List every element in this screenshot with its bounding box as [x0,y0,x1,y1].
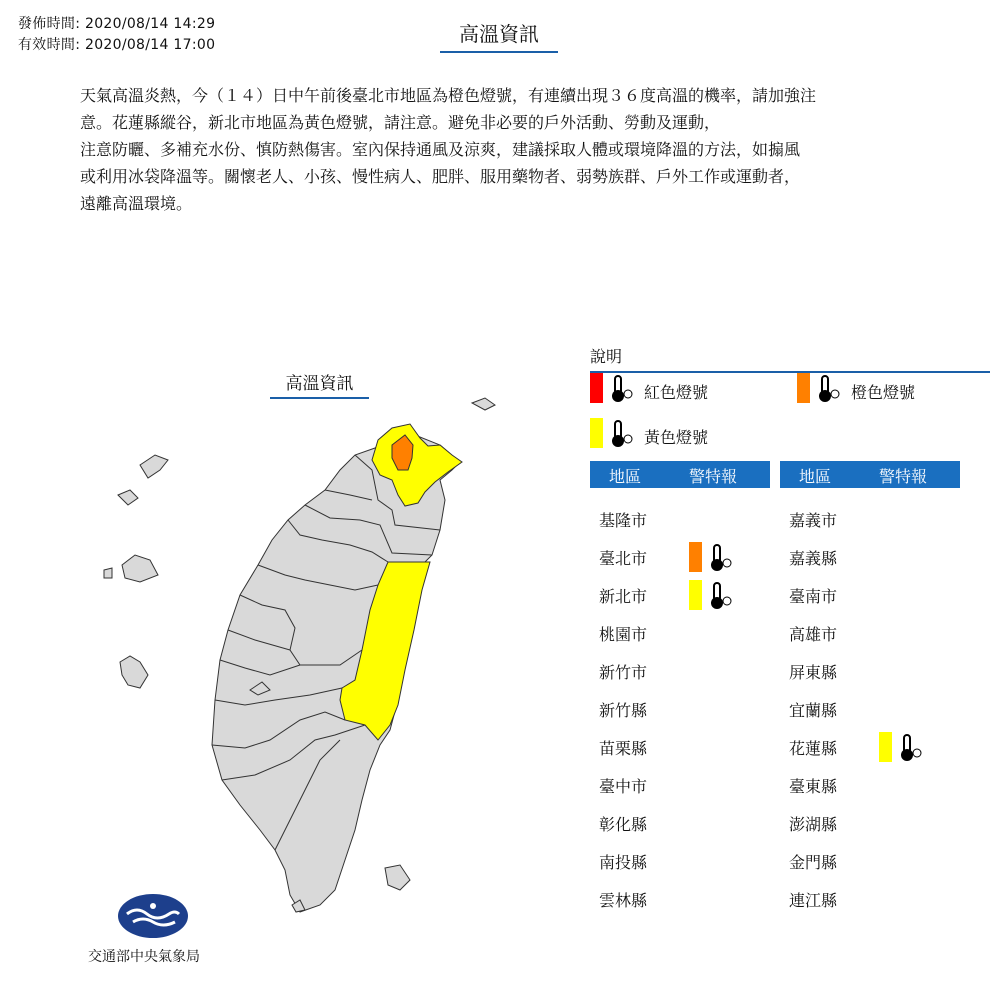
county-name: 屏東縣 [789,663,838,682]
thermometer-icon [708,581,734,615]
county-name: 新竹縣 [599,701,648,720]
map-title: 高溫資訊 [270,369,369,399]
county-name: 桃園市 [599,625,648,644]
county-name: 臺南市 [789,587,838,606]
thermometer-icon [708,543,734,577]
county-name: 新竹市 [599,663,648,682]
message-line: 注意防曬、多補充水份、慎防熱傷害。室內保持通風及涼爽，建議採取人體或環境降溫的方法，如搧風 [80,140,801,159]
county-name: 彰化縣 [599,815,648,834]
message-line: 天氣高溫炎熱，今（１４）日中午前後臺北市地區為橙色燈號，有連續出現３６度高溫的機率，請加強注 [80,86,817,105]
thermometer-icon [609,419,635,449]
map-island [122,555,158,582]
county-name: 臺中市 [599,777,648,796]
map-island [385,865,410,890]
map-land [212,435,460,912]
cwb-logo-icon [117,892,189,940]
county-name: 新北市 [599,587,648,606]
county-name: 連江縣 [789,891,838,910]
orange-swatch [797,373,810,403]
county-name: 苗栗縣 [599,739,648,758]
legend-yellow-label: 黃色燈號 [644,428,709,447]
county-name: 南投縣 [599,853,648,872]
county-name: 基隆市 [599,511,648,530]
yellow-swatch [689,580,702,610]
legend-red-label: 紅色燈號 [644,383,709,402]
map-island [104,568,112,578]
county-name: 花蓮縣 [789,739,838,758]
col-warning: 警特報 [879,467,928,486]
valid-label: 有效時間: [18,37,81,53]
thermometer-icon [898,733,924,767]
county-name: 雲林縣 [599,891,648,910]
yellow-swatch [590,418,603,448]
county-name: 臺北市 [599,549,648,568]
red-swatch [590,373,603,403]
issue-label: 發佈時間: [18,16,81,32]
county-name: 澎湖縣 [789,815,838,834]
valid-time: 2020/08/14 17:00 [84,37,216,53]
message-line: 或利用冰袋降溫等。關懷老人、小孩、慢性病人、肥胖、服用藥物者、弱勢族群、戶外工作或運動者， [80,167,801,186]
map-island [140,455,168,478]
map-island [472,398,495,410]
issue-time: 2020/08/14 14:29 [84,16,216,32]
county-name: 嘉義市 [789,511,838,530]
county-name: 宜蘭縣 [789,701,838,720]
county-name: 臺東縣 [789,777,838,796]
county-name: 高雄市 [789,625,838,644]
table-header-right [780,461,960,488]
thermometer-icon [816,374,842,404]
legend-title: 說明 [590,344,990,373]
thermometer-icon [609,374,635,404]
map-island [120,656,148,688]
message-line: 意。花蓮縣縱谷，新北市地區為黃色燈號，請注意。避免非必要的戶外活動、勞動及運動， [80,113,721,132]
message-line: 遠離高溫環境。 [80,194,193,213]
col-region: 地區 [609,467,642,486]
orange-swatch [689,542,702,572]
table-header-left [590,461,770,488]
county-name: 嘉義縣 [789,549,838,568]
map-island [118,490,138,505]
col-warning: 警特報 [689,467,738,486]
county-name: 金門縣 [789,853,838,872]
col-region: 地區 [799,467,832,486]
page-title: 高溫資訊 [440,18,558,53]
legend-orange-label: 橙色燈號 [851,383,916,402]
agency-name: 交通部中央氣象局 [88,949,200,965]
yellow-swatch [879,732,892,762]
